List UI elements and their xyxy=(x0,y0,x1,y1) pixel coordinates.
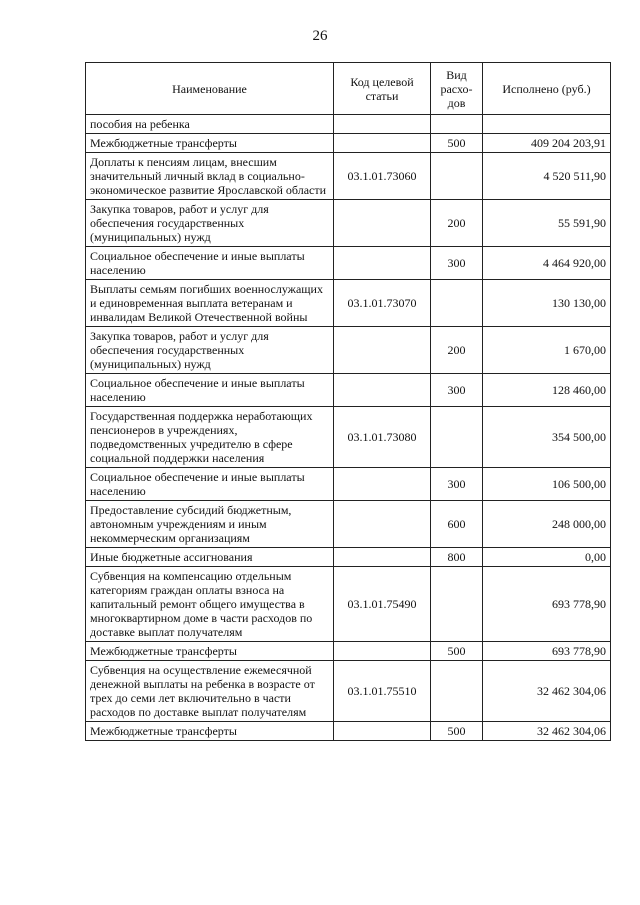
table-row xyxy=(86,567,611,642)
table-body xyxy=(86,115,611,741)
header-name: Наименование xyxy=(86,63,334,115)
cell-type: 500 xyxy=(431,722,483,741)
cell-amount: 128 460,00 xyxy=(483,374,611,407)
table-row xyxy=(86,501,611,548)
table-row xyxy=(86,200,611,247)
cell-code xyxy=(334,247,431,280)
cell-name: Межбюджетные трансферты xyxy=(86,642,334,661)
table-row xyxy=(86,327,611,374)
cell-name: пособия на ребенка xyxy=(86,115,334,134)
cell-code xyxy=(334,134,431,153)
cell-code xyxy=(334,642,431,661)
cell-amount: 409 204 203,91 xyxy=(483,134,611,153)
cell-type: 500 xyxy=(431,642,483,661)
table-row xyxy=(86,722,611,741)
cell-code xyxy=(334,468,431,501)
cell-code: 03.1.01.75490 xyxy=(334,567,431,642)
cell-amount: 0,00 xyxy=(483,548,611,567)
cell-name: Социальное обеспечение и иные выплаты населению xyxy=(86,247,334,280)
cell-name: Государственная поддержка неработающих пенсионеров в учреждениях, подведомственных учредителю в сфере социальной поддержки населения xyxy=(86,407,334,468)
cell-type: 500 xyxy=(431,134,483,153)
cell-amount: 4 520 511,90 xyxy=(483,153,611,200)
cell-name: Закупка товаров, работ и услуг для обеспечения государственных (муниципальных) нужд xyxy=(86,327,334,374)
header-amount: Исполнено (руб.) xyxy=(483,63,611,115)
cell-amount xyxy=(483,115,611,134)
table-row xyxy=(86,115,611,134)
cell-code xyxy=(334,501,431,548)
cell-type xyxy=(431,280,483,327)
page-number: 26 xyxy=(312,28,328,44)
cell-type xyxy=(431,115,483,134)
cell-name: Иные бюджетные ассигнования xyxy=(86,548,334,567)
table-row xyxy=(86,374,611,407)
cell-code xyxy=(334,374,431,407)
cell-name: Межбюджетные трансферты xyxy=(86,722,334,741)
cell-code: 03.1.01.73060 xyxy=(334,153,431,200)
cell-amount: 248 000,00 xyxy=(483,501,611,548)
cell-amount: 4 464 920,00 xyxy=(483,247,611,280)
cell-name: Доплаты к пенсиям лицам, внесшим значительный личный вклад в социально-экономическое развитие Ярославской области xyxy=(86,153,334,200)
cell-name: Межбюджетные трансферты xyxy=(86,134,334,153)
cell-type xyxy=(431,153,483,200)
table-row xyxy=(86,642,611,661)
cell-name: Субвенция на осуществление ежемесячной денежной выплаты на ребенка в возрасте от трех до семи лет включительно в части расходов по доставке выплат получателям xyxy=(86,661,334,722)
cell-type xyxy=(431,661,483,722)
cell-amount: 32 462 304,06 xyxy=(483,661,611,722)
cell-amount: 1 670,00 xyxy=(483,327,611,374)
table-row xyxy=(86,153,611,200)
cell-type: 300 xyxy=(431,374,483,407)
table-row xyxy=(86,134,611,153)
cell-name: Выплаты семьям погибших военнослужащих и единовременная выплата ветеранам и инвалидам Великой Отечественной войны xyxy=(86,280,334,327)
cell-code: 03.1.01.73080 xyxy=(334,407,431,468)
cell-amount: 106 500,00 xyxy=(483,468,611,501)
cell-amount: 55 591,90 xyxy=(483,200,611,247)
table-row xyxy=(86,407,611,468)
budget-table xyxy=(85,62,611,741)
cell-type xyxy=(431,567,483,642)
header-code: Код целевой статьи xyxy=(334,63,431,115)
table-row xyxy=(86,280,611,327)
cell-type: 600 xyxy=(431,501,483,548)
cell-name: Субвенция на компенсацию отдельным категориям граждан оплаты взноса на капитальный ремонт общего имущества в многоквартирном доме в части расходов по доставке выплат получателям xyxy=(86,567,334,642)
cell-amount: 354 500,00 xyxy=(483,407,611,468)
cell-amount: 693 778,90 xyxy=(483,642,611,661)
cell-code xyxy=(334,200,431,247)
cell-amount: 693 778,90 xyxy=(483,567,611,642)
cell-type: 300 xyxy=(431,468,483,501)
cell-type: 200 xyxy=(431,200,483,247)
cell-code xyxy=(334,722,431,741)
table-row xyxy=(86,468,611,501)
cell-name: Социальное обеспечение и иные выплаты населению xyxy=(86,468,334,501)
cell-type: 300 xyxy=(431,247,483,280)
cell-code xyxy=(334,548,431,567)
header-type: Вид расхо-дов xyxy=(431,63,483,115)
cell-amount: 130 130,00 xyxy=(483,280,611,327)
cell-code: 03.1.01.75510 xyxy=(334,661,431,722)
cell-name: Социальное обеспечение и иные выплаты населению xyxy=(86,374,334,407)
cell-type: 800 xyxy=(431,548,483,567)
table-row xyxy=(86,548,611,567)
table-header xyxy=(86,63,611,115)
cell-code xyxy=(334,115,431,134)
cell-code xyxy=(334,327,431,374)
cell-code: 03.1.01.73070 xyxy=(334,280,431,327)
cell-name: Закупка товаров, работ и услуг для обеспечения государственных (муниципальных) нужд xyxy=(86,200,334,247)
cell-type: 200 xyxy=(431,327,483,374)
header-row xyxy=(86,63,611,115)
cell-name: Предоставление субсидий бюджетным, автономным учреждениям и иным некоммерческим организациям xyxy=(86,501,334,548)
table-row xyxy=(86,661,611,722)
cell-type xyxy=(431,407,483,468)
cell-amount: 32 462 304,06 xyxy=(483,722,611,741)
table-row xyxy=(86,247,611,280)
